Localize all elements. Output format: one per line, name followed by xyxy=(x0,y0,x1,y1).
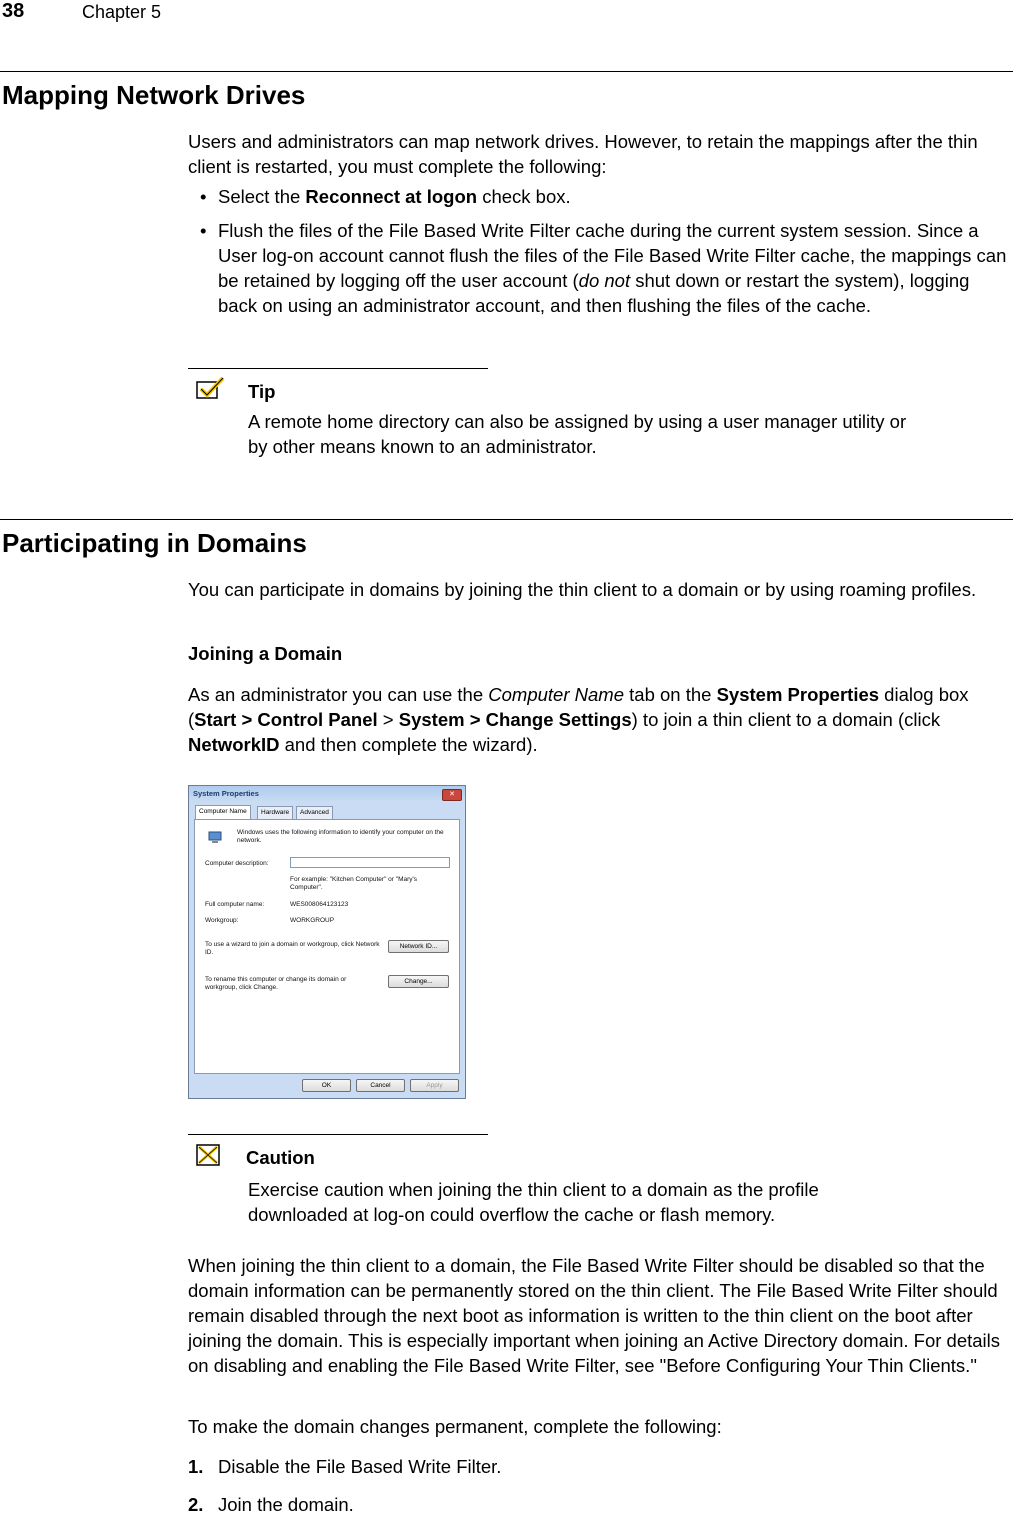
dialog-title: System Properties xyxy=(189,786,465,802)
workgroup-value: WORKGROUP xyxy=(290,917,335,924)
subheading-joining-domain: Joining a Domain xyxy=(188,643,343,664)
section-title-domains: Participating in Domains xyxy=(2,528,307,558)
change-button[interactable]: Change... xyxy=(388,975,449,988)
chapter-label: Chapter 5 xyxy=(82,2,162,22)
close-icon[interactable]: ✕ xyxy=(442,789,462,801)
network-id-button[interactable]: Network ID... xyxy=(388,940,449,953)
rename-text: To rename this computer or change its domain or workgroup, click Change. xyxy=(205,976,347,991)
cancel-button[interactable]: Cancel xyxy=(356,1079,405,1092)
step-text: Disable the File Based Write Filter. xyxy=(218,1456,502,1477)
computer-icon xyxy=(208,831,224,844)
caution-text: Exercise caution when joining the thin client to a domain as the profile downloaded at log-on could overflow the cache or flash memory. xyxy=(248,1179,819,1225)
full-name-label: Full computer name: xyxy=(205,901,265,908)
step-text: Join the domain. xyxy=(218,1494,354,1515)
caution-divider xyxy=(188,1134,488,1135)
caution-icon xyxy=(196,1144,224,1168)
ok-button[interactable]: OK xyxy=(302,1079,351,1092)
bullet-mark: • xyxy=(200,220,207,241)
description-label: Computer description: xyxy=(205,860,269,867)
bullet-mark: • xyxy=(200,186,207,207)
tip-title: Tip xyxy=(248,381,276,402)
section-divider xyxy=(0,519,1013,520)
description-input[interactable] xyxy=(290,857,450,868)
tab-advanced[interactable]: Advanced xyxy=(296,806,333,820)
joining-instructions: As an administrator you can use the Computer Name tab on the System Properties dialog box (Start > Control Panel > System > Change Settings) to join a thin client to a domain (click NetworkID and then complete the wizard). xyxy=(188,684,969,755)
section-divider xyxy=(0,71,1013,72)
tip-divider xyxy=(188,368,488,369)
domains-intro: You can participate in domains by joining the thin client to a domain or by using roaming profiles. xyxy=(188,579,977,600)
checkmark-icon xyxy=(196,376,226,400)
dialog-intro: Windows uses the following information to identify your computer on the network. xyxy=(237,829,444,844)
step-number: 1. xyxy=(188,1456,204,1477)
full-name-value: WES008064123123 xyxy=(290,901,349,908)
caution-title: Caution xyxy=(246,1147,315,1168)
tab-hardware[interactable]: Hardware xyxy=(257,806,293,820)
description-example: For example: "Kitchen Computer" or "Mary's Computer". xyxy=(290,876,418,891)
section-title-mapping: Mapping Network Drives xyxy=(2,80,306,110)
bullet-flush: Flush the files of the File Based Write Filter cache during the current system session. Since a User log-on account cannot flush the files of the File Based Write Filter cache, the mappings can be retained by logging off the user account (do not shut down or restart the system), logging back on using an administrator account, and then flushing the files of the cache. xyxy=(218,220,1007,316)
page-number: 38 xyxy=(2,0,25,22)
body-paragraph-fbwf: When joining the thin client to a domain, the File Based Write Filter should be disabled so that the domain information can be permanently stored on the thin client. The File Based Write Filter should remain disabled through the next boot as information is written to the thin client on the boot after joining the domain. This is especially important when joining an Active Directory domain. For details on disabling and enabling the File Based Write Filter, see "Before Configuring Your Thin Clients." xyxy=(188,1255,1001,1376)
mapping-intro: Users and administrators can map network drives. However, to retain the mappings after the thin client is restarted, you must complete the following: xyxy=(188,131,978,177)
system-properties-dialog xyxy=(188,785,466,1099)
workgroup-label: Workgroup: xyxy=(205,917,239,924)
tab-computer-name[interactable]: Computer Name xyxy=(195,805,251,820)
apply-button[interactable]: Apply xyxy=(410,1079,459,1092)
bullet-reconnect: Select the Reconnect at logon check box. xyxy=(218,186,571,207)
tip-text: A remote home directory can also be assigned by using a user manager utility or by other means known to an administrator. xyxy=(248,411,907,457)
wizard-text: To use a wizard to join a domain or workgroup, click Network ID. xyxy=(205,941,380,956)
body-paragraph-permanent: To make the domain changes permanent, complete the following: xyxy=(188,1416,722,1437)
step-number: 2. xyxy=(188,1494,204,1515)
dialog-panel xyxy=(194,819,460,1074)
